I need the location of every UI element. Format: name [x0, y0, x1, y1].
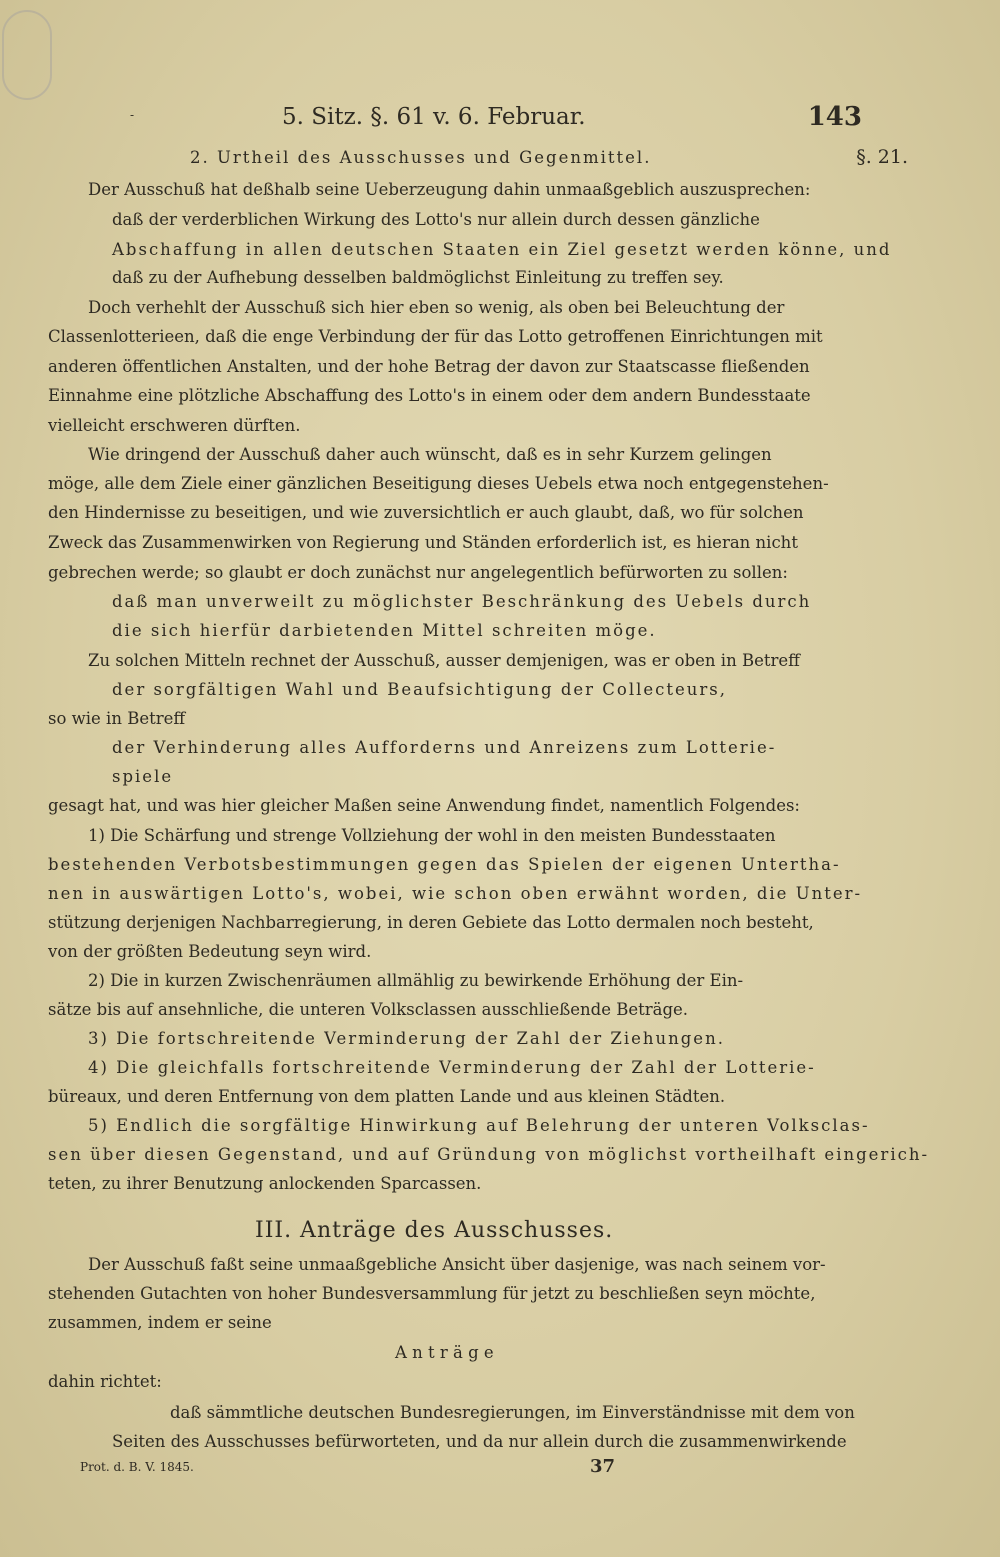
text-line: sen über diesen Gegenstand, und auf Gründung von möglichst vortheilhaft eingerich- — [48, 1145, 930, 1164]
text-line: stehenden Gutachten von hoher Bundesversammlung für jetzt zu beschließen seyn möchte, — [48, 1284, 816, 1303]
text-line: vielleicht erschweren dürften. — [48, 416, 301, 435]
text-line: 4) Die gleichfalls fortschreitende Verminderung der Zahl der Lotterie- — [88, 1058, 816, 1077]
library-stamp — [2, 10, 52, 100]
text-line: büreaux, und deren Entfernung von dem platten Lande und aus kleinen Städten. — [48, 1087, 726, 1106]
text-line: den Hindernisse zu beseitigen, und wie zuversichtlich er auch glaubt, daß, wo für solchen — [48, 503, 804, 522]
text-line: der Verhinderung alles Aufforderns und Anreizens zum Lotterie- — [112, 738, 777, 757]
text-line: daß man unverweilt zu möglichster Beschränkung des Uebels durch — [112, 592, 812, 611]
text-line: nen in auswärtigen Lotto's, wobei, wie schon oben erwähnt worden, die Unter- — [48, 884, 863, 903]
text-line: 2. Urtheil des Ausschusses und Gegenmittel. — [190, 148, 652, 167]
text-line: Classenlotterieen, daß die enge Verbindung der für das Lotto getroffenen Einrichtungen mit — [48, 327, 823, 346]
text-line: teten, zu ihrer Benutzung anlockenden Sparcassen. — [48, 1174, 482, 1193]
text-line: bestehenden Verbotsbestimmungen gegen das Spielen der eigenen Untertha- — [48, 855, 841, 874]
text-line: die sich hierfür darbietenden Mittel schreiten möge. — [112, 621, 657, 640]
text-line: Einnahme eine plötzliche Abschaffung des Lotto's in einem oder dem andern Bundesstaate — [48, 386, 811, 405]
text-line: sätze bis auf ansehnliche, die unteren Volksclassen ausschließende Beträge. — [48, 1000, 689, 1019]
text-line: daß sämmtliche deutschen Bundesregierungen, im Einverständnisse mit dem von — [170, 1403, 855, 1422]
text-line: 5) Endlich die sorgfältige Hinwirkung auf Belehrung der unteren Volksclas- — [88, 1116, 870, 1135]
text-line: Der Ausschuß hat deßhalb seine Ueberzeugung dahin unmaaßgeblich auszusprechen: — [88, 180, 811, 199]
text-line: Zweck das Zusammenwirken von Regierung und Ständen erforderlich ist, es hieran nicht — [48, 533, 798, 552]
section-heading: III. Anträge des Ausschusses. — [255, 1218, 614, 1243]
text-line: Der Ausschuß faßt seine unmaaßgebliche Ansicht über dasjenige, was nach seinem vor- — [88, 1255, 826, 1274]
text-line: spiele — [112, 767, 174, 786]
text-line: von der größten Bedeutung seyn wird. — [48, 942, 372, 961]
footer-signature: 37 — [590, 1456, 616, 1477]
text-line: 2) Die in kurzen Zwischenräumen allmählig zu bewirkende Erhöhung der Ein- — [88, 971, 744, 990]
text-line: möge, alle dem Ziele einer gänzlichen Beseitigung dieses Uebels etwa noch entgegenstehen- — [48, 474, 829, 493]
text-line: daß zu der Aufhebung desselben baldmöglichst Einleitung zu treffen sey. — [112, 268, 724, 287]
text-line: der sorgfältigen Wahl und Beaufsichtigung der Collecteurs, — [112, 680, 728, 699]
text-line: gesagt hat, und was hier gleicher Maßen seine Anwendung findet, namentlich Folgendes: — [48, 796, 800, 815]
text-line: anderen öffentlichen Anstalten, und der hohe Betrag der davon zur Staatscasse fließenden — [48, 357, 810, 376]
text-line: gebrechen werde; so glaubt er doch zunächst nur angelegentlich befürworten zu sollen: — [48, 563, 788, 582]
text-line: dahin richtet: — [48, 1372, 162, 1391]
text-line: 3) Die fortschreitende Verminderung der Zahl der Ziehungen. — [88, 1029, 725, 1048]
section-mark: §. 21. — [856, 146, 908, 168]
text-line: Wie dringend der Ausschuß daher auch wünscht, daß es in sehr Kurzem gelingen — [88, 445, 772, 464]
text-line: 1) Die Schärfung und strenge Vollziehung der wohl in den meisten Bundesstaaten — [88, 826, 776, 845]
text-line: stützung derjenigen Nachbarregierung, in deren Gebiete das Lotto dermalen noch besteht, — [48, 913, 814, 932]
footer-reference: Prot. d. B. V. 1845. — [80, 1460, 194, 1474]
text-line: daß der verderblichen Wirkung des Lotto's nur allein durch dessen gänzliche — [112, 210, 760, 229]
text-line: zusammen, indem er seine — [48, 1313, 272, 1332]
text-line: Seiten des Ausschusses befürworteten, und da nur allein durch die zusammenwirkende — [112, 1432, 847, 1451]
page-header — [270, 100, 890, 140]
text-line: so wie in Betreff — [48, 709, 186, 728]
text-line: Doch verhehlt der Ausschuß sich hier eben so wenig, als oben bei Beleuchtung der — [88, 298, 785, 317]
dash-mark: - — [130, 108, 135, 122]
running-title: 5. Sitz. §. 61 v. 6. Februar. — [282, 104, 586, 130]
page-number: 143 — [807, 102, 862, 132]
text-line: Abschaffung in allen deutschen Staaten ein Ziel gesetzt werden könne, und — [112, 240, 892, 259]
text-line: A n t r ä g e — [395, 1343, 494, 1362]
text-line: Zu solchen Mitteln rechnet der Ausschuß, ausser demjenigen, was er oben in Betreff — [88, 651, 800, 670]
